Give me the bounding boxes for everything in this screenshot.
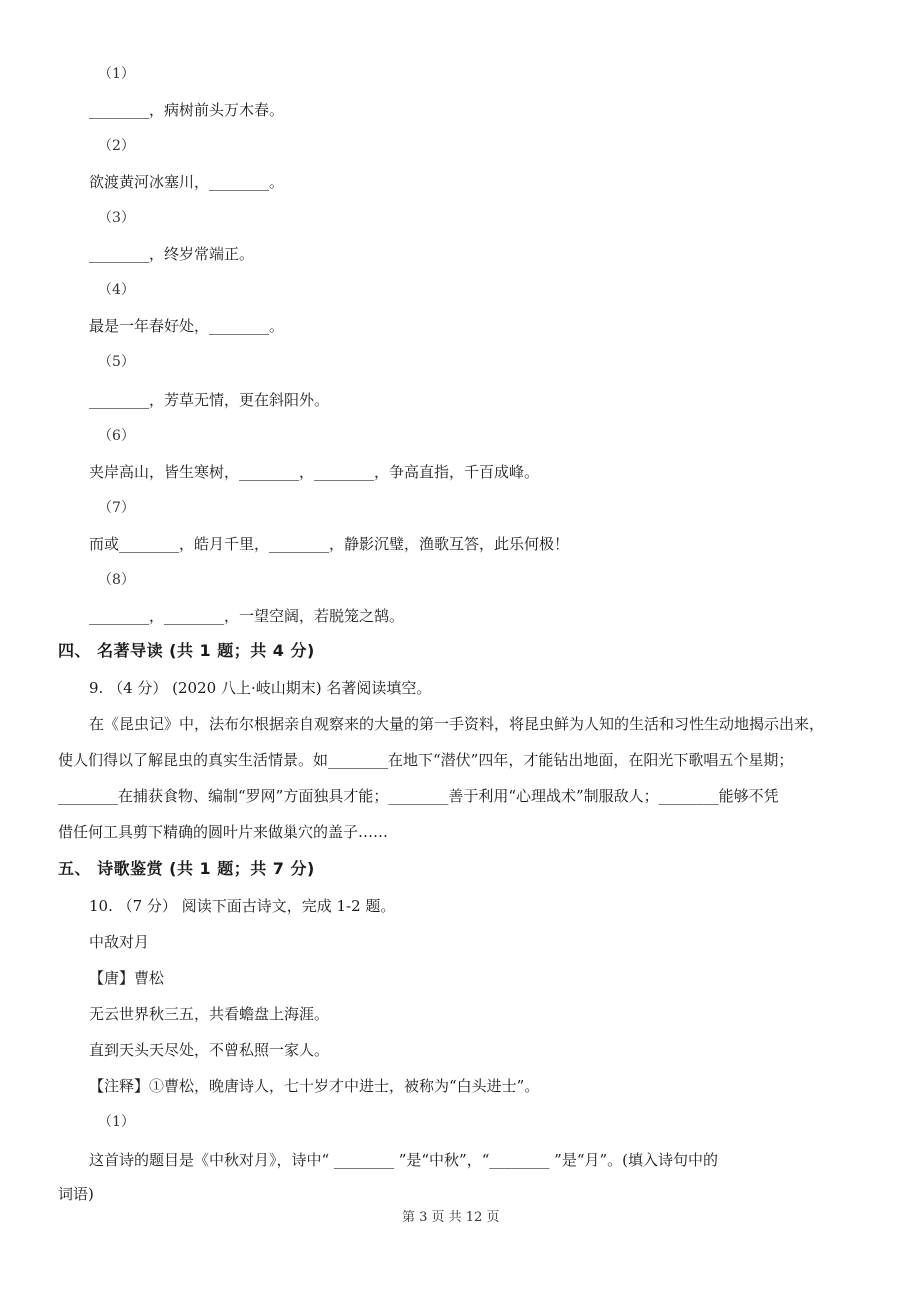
item-2-text: 欲渡黄河冰塞川，________。 [89,173,285,191]
item-4-number: （4） [98,282,135,298]
item-6-number: （6） [98,428,135,444]
item-5-number: （5） [98,354,135,370]
question-10-title: 10. （7 分） 阅读下面古诗文，完成 1-2 题。 [89,897,396,915]
page-number-footer: 第 3 页 共 12 页 [402,1210,500,1225]
sub-question-line-2: 词语) [58,1185,94,1203]
poem-author: 【唐】曹松 [89,969,165,987]
item-1-number: （1） [98,66,135,82]
item-1-text: ________，病树前头万木春。 [89,101,285,119]
poem-line-2: 直到天头天尽处，不曾私照一家人。 [89,1041,330,1059]
item-3-text: ________，终岁常端正。 [89,245,255,263]
question-9-paragraph-line-1: 在《昆虫记》中，法布尔根据亲自观察来的大量的第一手资料，将昆虫鲜为人知的生活和习性生动地揭示出来， [89,715,825,733]
sub-question-line-1: 这首诗的题目是《中秋对月》，诗中“ ________ ”是“中秋”，“________ ”是“月”。(填入诗句中的 [89,1151,719,1169]
item-8-number: （8） [98,572,135,588]
section-5-heading: 五、 诗歌鉴赏 (共 1 题；共 7 分) [58,859,315,878]
item-7-text: 而或________，皓月千里，________，静影沉璧，渔歌互答，此乐何极！ [89,535,570,553]
poem-title: 中敌对月 [89,933,150,951]
sub-question-number: （1） [98,1114,135,1130]
question-9-paragraph-line-4: 借任何工具剪下精确的圆叶片来做巢穴的盖子…… [58,823,389,841]
question-9-title: 9. （4 分） (2020 八上·岐山期末) 名著阅读填空。 [89,679,432,697]
question-9-paragraph-line-2: 使人们得以了解昆虫的真实生活情景。如________在地下“潜伏”四年，才能钻出地面，在阳光下歌唱五个星期； [58,751,794,769]
item-3-number: （3） [98,210,135,226]
question-9-paragraph-line-3: ________在捕获食物、编制“罗网”方面独具才能；________善于利用“心理战术”制服敌人；________能够不凭 [58,787,779,805]
item-8-text: ________，________，一望空阔，若脱笼之鹄。 [89,607,405,625]
section-4-heading: 四、 名著导读 (共 1 题；共 4 分) [58,641,315,660]
item-6-text: 夹岸高山，皆生寒树，________，________，争高直指，千百成峰。 [89,463,540,481]
poem-note: 【注释】①曹松，晚唐诗人，七十岁才中进士，被称为“白头进士”。 [89,1077,540,1095]
item-2-number: （2） [98,138,135,154]
poem-line-1: 无云世界秋三五，共看蟾盘上海涯。 [89,1005,330,1023]
item-7-number: （7） [98,500,135,516]
item-4-text: 最是一年春好处，________。 [89,317,285,335]
item-5-text: ________，芳草无情，更在斜阳外。 [89,391,330,409]
